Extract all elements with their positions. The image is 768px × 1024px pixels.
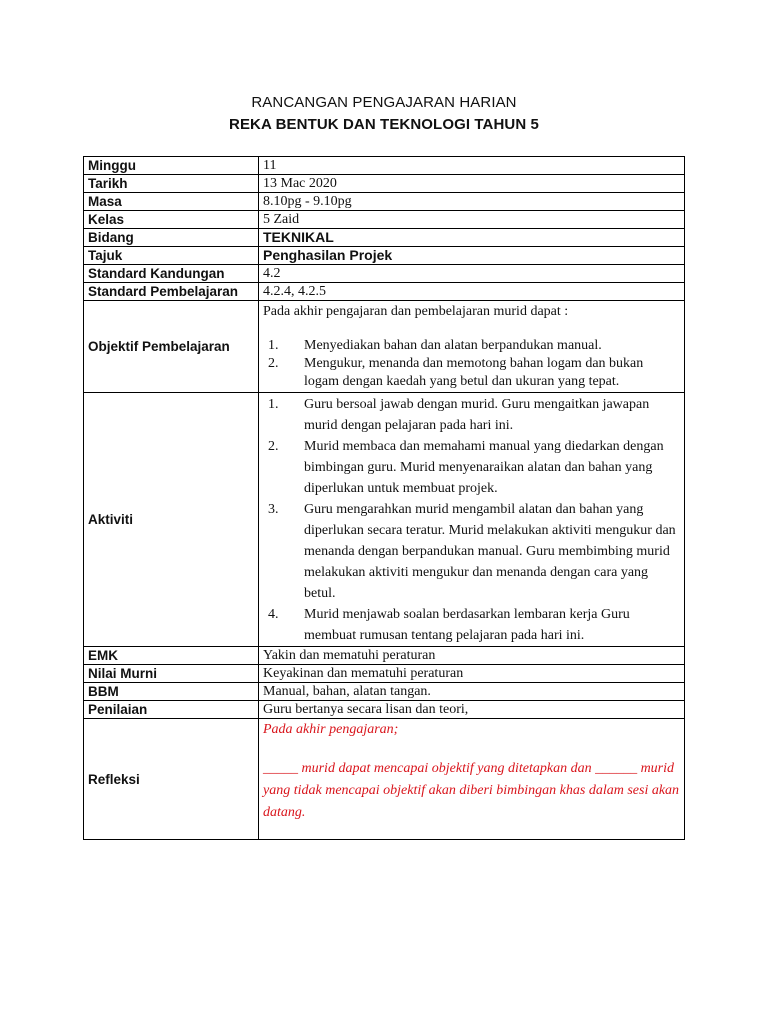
table-row-objektif — [84, 301, 685, 393]
row-value: 13 Mac 2020 — [259, 175, 685, 193]
list-item: 4. Murid menjawab soalan berdasarkan lembaran kerja Guru membuat rumusan tentang pelajaran pada hari ini. — [268, 607, 630, 643]
table-row-penilaian — [84, 701, 685, 719]
row-label: Kelas — [84, 211, 259, 229]
row-label: Objektif Pembelajaran — [84, 301, 259, 393]
table-row-bidang — [84, 229, 685, 247]
row-value: 11 — [259, 157, 685, 175]
row-label: Tajuk — [84, 247, 259, 265]
table-row-nilai-murni — [84, 665, 685, 683]
table-row-aktiviti — [84, 393, 685, 647]
row-label: BBM — [84, 683, 259, 701]
reflection-body: _____ murid dapat mencapai objektif yang ditetapkan dan ______ murid yang tidak mencapai objektif akan diberi bimbingan khas dalam sesi akan datang. — [263, 761, 680, 820]
table-row-standard-kandungan — [84, 265, 685, 283]
row-label: EMK — [84, 647, 259, 665]
row-value: Penghasilan Projek — [259, 247, 685, 265]
objective-intro: Pada akhir pengajaran dan pembelajaran murid dapat : — [263, 304, 569, 319]
row-label: Masa — [84, 193, 259, 211]
list-item: 1. Menyediakan bahan dan alatan berpandukan manual. — [268, 338, 602, 353]
row-label: Penilaian — [84, 701, 259, 719]
row-value: Manual, bahan, alatan tangan. — [259, 683, 685, 701]
table-row-standard-pembelajaran — [84, 283, 685, 301]
list-item: 1. Guru bersoal jawab dengan murid. Guru mengaitkan jawapan murid dengan pelajaran pada hari ini. — [268, 397, 650, 433]
row-value: Yakin dan mematuhi peraturan — [259, 647, 685, 665]
row-value: 5 Zaid — [259, 211, 685, 229]
row-label: Refleksi — [84, 719, 259, 840]
table-row-masa — [84, 193, 685, 211]
row-label: Standard Kandungan — [84, 265, 259, 283]
activity-list — [263, 394, 680, 646]
lesson-plan-table — [83, 156, 685, 840]
document-subtitle: REKA BENTUK DAN TEKNOLOGI TAHUN 5 — [229, 116, 539, 133]
table-row-kelas — [84, 211, 685, 229]
reflection-intro: Pada akhir pengajaran; — [263, 722, 399, 737]
row-label: Standard Pembelajaran — [84, 283, 259, 301]
row-label: Aktiviti — [84, 393, 259, 647]
activity-cell — [259, 393, 685, 647]
table-row-tajuk — [84, 247, 685, 265]
row-value: 8.10pg - 9.10pg — [259, 193, 685, 211]
table-row-refleksi — [84, 719, 685, 840]
table-row-bbm — [84, 683, 685, 701]
table-row-tarikh — [84, 175, 685, 193]
table-row-minggu — [84, 157, 685, 175]
row-label: Bidang — [84, 229, 259, 247]
row-label: Nilai Murni — [84, 665, 259, 683]
list-item: 2. Murid membaca dan memahami manual yang diedarkan dengan bimbingan guru. Murid menyenaraikan alatan dan bahan yang diperlukan untuk membuat projek. — [268, 439, 664, 496]
row-label: Minggu — [84, 157, 259, 175]
row-value: 4.2 — [259, 265, 685, 283]
row-label: Tarikh — [84, 175, 259, 193]
row-value: TEKNIKAL — [259, 229, 685, 247]
row-value: 4.2.4, 4.2.5 — [259, 283, 685, 301]
document-title: RANCANGAN PENGAJARAN HARIAN — [251, 94, 517, 111]
list-item: 3. Guru mengarahkan murid mengambil alatan dan bahan yang diperlukan secara teratur. Murid melakukan aktiviti mengukur dan menanda dengan berpandukan manual. Guru membimbing murid melakukan aktiviti mengukur dan menanda dengan cara yang betul. — [268, 502, 676, 601]
row-value: Keyakinan dan mematuhi peraturan — [259, 665, 685, 683]
table-row-emk — [84, 647, 685, 665]
row-value: Guru bertanya secara lisan dan teori, — [259, 701, 685, 719]
objective-list — [263, 337, 680, 391]
reflection-cell — [259, 719, 685, 840]
objective-cell — [259, 301, 685, 393]
list-item: 2. Mengukur, menanda dan memotong bahan logam dan bukan logam dengan kaedah yang betul dan ukuran yang tepat. — [268, 356, 644, 389]
